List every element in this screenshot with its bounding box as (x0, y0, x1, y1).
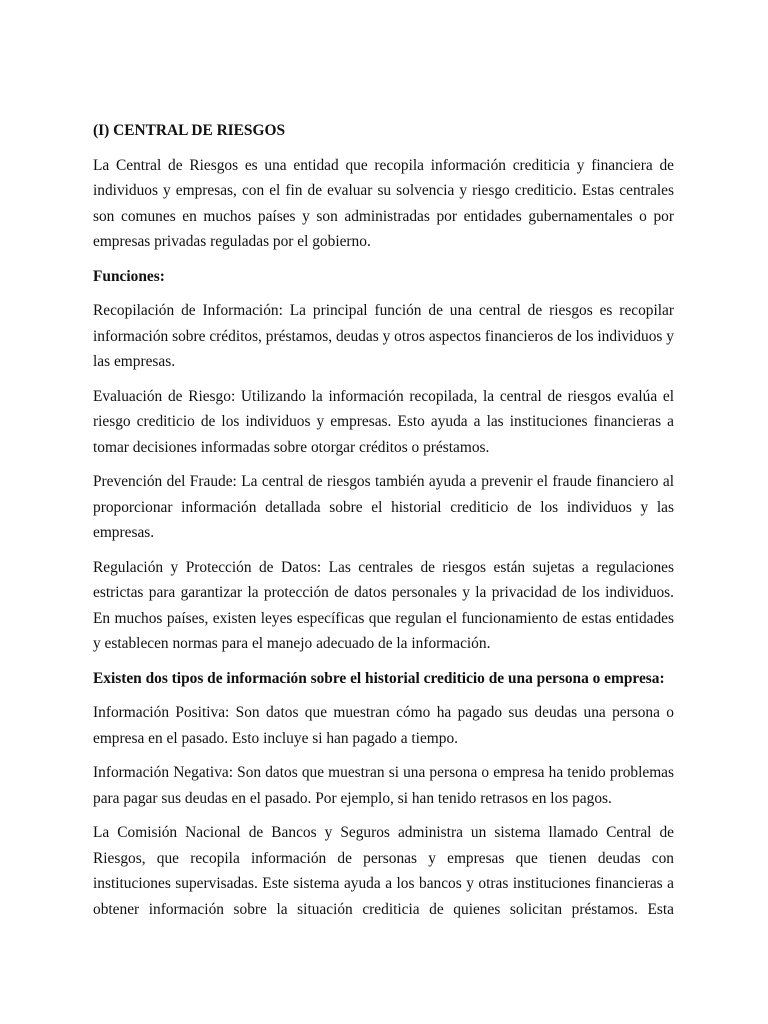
funcion-evaluacion: Evaluación de Riesgo: Utilizando la información recopilada, la central de riesgos evalúa el riesgo crediticio de los individuos y empresas. Esto ayuda a las instituciones financieras a tomar decisiones informadas sobre otorgar créditos o préstamos. (93, 387, 674, 456)
funciones-heading: Funciones: (93, 267, 165, 285)
closing-paragraph: La Comisión Nacional de Bancos y Seguros administra un sistema llamado Central de Riesgos, que recopila información de personas y empresas que tienen deudas con instituciones supervisadas. Este sistema ayuda a los bancos y otras instituciones financieras a obtener información sobre la situación crediticia de quienes solicitan préstamos. Esta (93, 824, 674, 918)
funcion-prevencion: Prevención del Fraude: La central de riesgos también ayuda a prevenir el fraude financiero al proporcionar información detallada sobre el historial crediticio de los individuos y las empresas. (93, 473, 674, 541)
tipos-heading: Existen dos tipos de información sobre el historial crediticio de una persona o empresa: (93, 669, 665, 687)
intro-paragraph: La Central de Riesgos es una entidad que recopila información crediticia y financiera de individuos y empresas, con el fin de evaluar su solvencia y riesgo crediticio. Estas centrales son comunes en muchos países y son administradas por entidades gubernamentales o por empresas privadas reguladas por el gobierno. (93, 156, 674, 250)
funcion-regulacion: Regulación y Protección de Datos: Las centrales de riesgos están sujetas a regulaciones estrictas para garantizar la protección de datos personales y la privacidad de los individuos. En muchos países, existen leyes específicas que regulan el funcionamiento de estas entidades y establecen normas para el manejo adecuado de la información. (93, 558, 674, 652)
document-page (93, 118, 674, 931)
tipo-negativa: Información Negativa: Son datos que muestran si una persona o empresa ha tenido problemas para pagar sus deudas en el pasado. Por ejemplo, si han tenido retrasos en los pagos. (93, 764, 674, 807)
funcion-recopilacion: Recopilación de Información: La principal función de una central de riesgos es recopilar información sobre créditos, préstamos, deudas y otros aspectos financieros de los individuos y las empresas. (93, 302, 674, 370)
tipo-positiva: Información Positiva: Son datos que muestran cómo ha pagado sus deudas una persona o empresa en el pasado. Esto incluye si han pagado a tiempo. (93, 704, 674, 747)
document-title: (I) CENTRAL DE RIESGOS (93, 122, 285, 139)
